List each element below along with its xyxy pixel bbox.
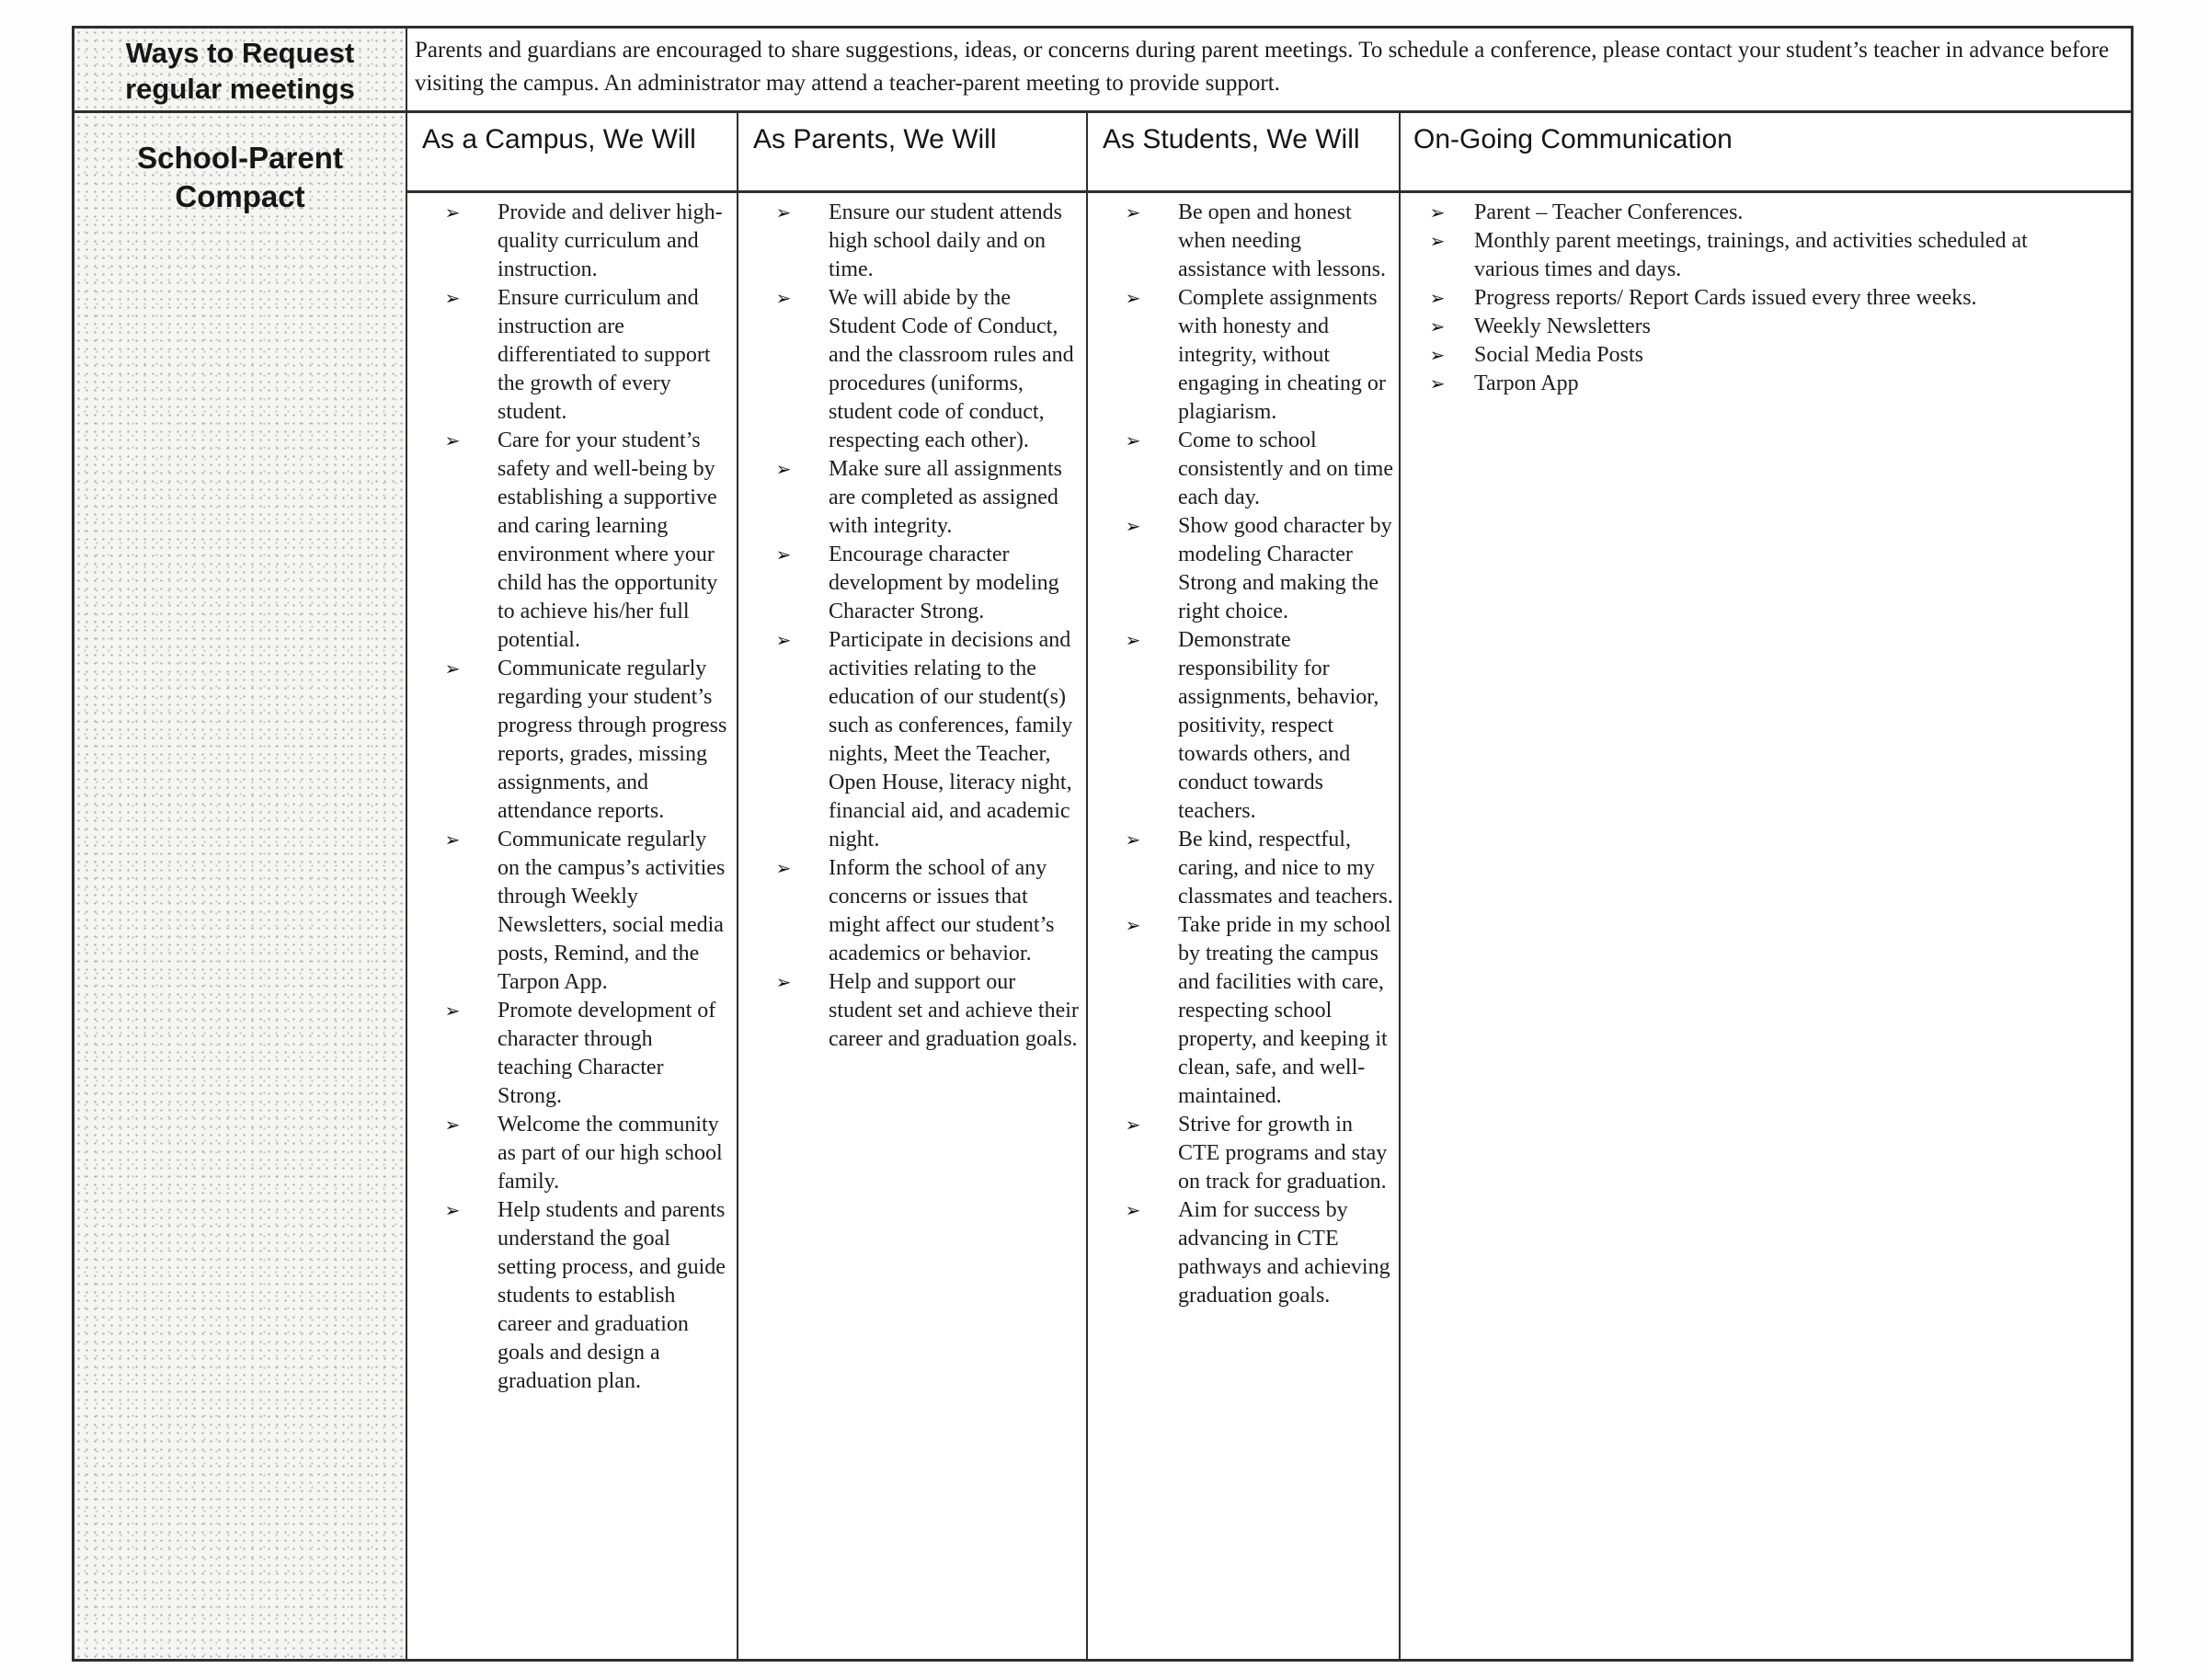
- list-item-text: Inform the school of any concerns or issues that might affect our student’s academics or behavior.: [829, 856, 1055, 966]
- list-item: [407, 997, 735, 1111]
- list-item: [1088, 1196, 1397, 1310]
- list-item: [407, 826, 735, 997]
- arrow-bullet-icon: ➢: [444, 657, 461, 680]
- list-item: [407, 1111, 735, 1196]
- arrow-bullet-icon: ➢: [1125, 1199, 1141, 1221]
- arrow-bullet-icon: ➢: [1429, 287, 1446, 309]
- arrow-bullet-icon: ➢: [775, 287, 792, 309]
- list-item-text: Ensure our student attends high school daily and on time.: [829, 200, 1062, 281]
- list-item-text: Demonstrate responsibility for assignments, behavior, positivity, respect towards others, and conduct towards teachers.: [1178, 628, 1379, 823]
- list-item: [1088, 427, 1397, 512]
- list-item-text: Help students and parents understand the goal setting process, and guide students to establish career and graduation goals and design a graduation plan.: [498, 1198, 726, 1393]
- list-item-text: Make sure all assignments are completed as assigned with integrity.: [829, 457, 1062, 538]
- bullet-list-parents: [738, 193, 1086, 1659]
- column-header-parents: As Parents, We Will: [738, 113, 1086, 193]
- arrow-bullet-icon: ➢: [444, 1114, 461, 1136]
- arrow-bullet-icon: ➢: [1125, 829, 1141, 851]
- arrow-bullet-icon: ➢: [1125, 629, 1141, 651]
- list-item: [1401, 341, 2129, 370]
- list-item-text: Come to school consistently and on time each day.: [1178, 429, 1393, 509]
- list-item-text: Care for your student’s safety and well-being by establishing a supportive and caring learning environment where your child has the opportunity to achieve his/her full potential.: [498, 429, 718, 652]
- meetings-paragraph-cell: [407, 29, 2131, 110]
- arrow-bullet-icon: ➢: [444, 829, 461, 851]
- arrow-bullet-icon: ➢: [1429, 372, 1446, 394]
- arrow-bullet-icon: ➢: [775, 201, 792, 223]
- arrow-bullet-icon: ➢: [1125, 515, 1141, 537]
- list-item: [738, 541, 1084, 626]
- list-item-text: Welcome the community as part of our high school family.: [498, 1113, 723, 1194]
- list-item: [1088, 1111, 1397, 1196]
- column-header-campus: As a Campus, We Will: [407, 113, 737, 193]
- arrow-bullet-icon: ➢: [775, 629, 792, 651]
- column-communication: [1401, 113, 2131, 1659]
- list-item: [1401, 227, 2129, 284]
- list-item: [1401, 313, 2129, 341]
- arrow-bullet-icon: ➢: [775, 543, 792, 566]
- list-item-text: Complete assignments with honesty and integrity, without engaging in cheating or plagiarism.: [1178, 286, 1386, 424]
- list-item: [407, 655, 735, 826]
- list-item-text: Take pride in my school by treating the campus and facilities with care, respecting school property, and keeping it clean, safe, and well-maintained.: [1178, 913, 1391, 1108]
- list-item-text: Communicate regularly on the campus’s activities through Weekly Newsletters, social media posts, Remind, and the Tarpon App.: [498, 828, 726, 994]
- list-item-text: Encourage character development by modeling Character Strong.: [829, 543, 1059, 623]
- arrow-bullet-icon: ➢: [1429, 201, 1446, 223]
- column-header-communication: On-Going Communication: [1401, 113, 2131, 193]
- compact-row: [74, 113, 2131, 1659]
- compact-label: School-Parent Compact: [137, 141, 343, 213]
- list-item: [1088, 284, 1397, 427]
- list-item: [1401, 199, 2129, 227]
- meetings-paragraph: Parents and guardians are encouraged to share suggestions, ideas, or concerns during parent meetings. To schedule a conference, please contact your student’s teacher in advance before visiting the campus. An administrator may attend a teacher-parent meeting to provide support.: [415, 38, 2110, 96]
- arrow-bullet-icon: ➢: [1125, 914, 1141, 936]
- list-item-text: We will abide by the Student Code of Conduct, and the classroom rules and procedures (uniforms, student code of conduct, respecting each other).: [829, 286, 1074, 452]
- column-campus: [407, 113, 738, 1659]
- list-item: [1088, 826, 1397, 911]
- list-item-text: Help and support our student set and achieve their career and graduation goals.: [829, 970, 1079, 1051]
- list-item-text: Promote development of character through teaching Character Strong.: [498, 999, 716, 1108]
- arrow-bullet-icon: ➢: [775, 857, 792, 879]
- arrow-bullet-icon: ➢: [1429, 344, 1446, 366]
- column-parents: [738, 113, 1088, 1659]
- arrow-bullet-icon: ➢: [444, 429, 461, 451]
- list-item-text: Be kind, respectful, caring, and nice to my classmates and teachers.: [1178, 828, 1393, 909]
- bullet-list-students: [1088, 193, 1399, 1659]
- list-item-text: Be open and honest when needing assistance with lessons.: [1178, 200, 1386, 281]
- list-item: [738, 284, 1084, 455]
- ways-to-request-label: Ways to Request regular meetings: [125, 37, 355, 105]
- list-item: [407, 284, 735, 427]
- arrow-bullet-icon: ➢: [1429, 230, 1446, 252]
- column-students: [1088, 113, 1401, 1659]
- arrow-bullet-icon: ➢: [1125, 287, 1141, 309]
- list-item-text: Progress reports/ Report Cards issued every three weeks.: [1474, 286, 1977, 310]
- bullet-list-communication: [1401, 193, 2131, 1659]
- arrow-bullet-icon: ➢: [1125, 1114, 1141, 1136]
- arrow-bullet-icon: ➢: [444, 287, 461, 309]
- list-item-text: Aim for success by advancing in CTE pathways and achieving graduation goals.: [1178, 1198, 1390, 1308]
- list-item: [1088, 911, 1397, 1111]
- list-item: [738, 854, 1084, 968]
- list-item: [407, 1196, 735, 1396]
- list-item-text: Parent – Teacher Conferences.: [1474, 200, 1744, 224]
- list-item: [407, 427, 735, 655]
- list-item: [738, 968, 1084, 1054]
- meetings-row: [74, 29, 2131, 113]
- arrow-bullet-icon: ➢: [1125, 429, 1141, 451]
- arrow-bullet-icon: ➢: [444, 201, 461, 223]
- arrow-bullet-icon: ➢: [444, 1199, 461, 1221]
- arrow-bullet-icon: ➢: [444, 1000, 461, 1022]
- list-item: [738, 626, 1084, 854]
- school-parent-compact-table: [72, 26, 2134, 1662]
- list-item: [1088, 512, 1397, 626]
- compact-label-cell: [74, 113, 407, 1659]
- list-item-text: Provide and deliver high-quality curriculum and instruction.: [498, 200, 723, 281]
- list-item-text: Weekly Newsletters: [1474, 314, 1651, 338]
- list-item: [738, 199, 1084, 284]
- ways-to-request-label-cell: [74, 29, 407, 110]
- list-item-text: Communicate regularly regarding your student’s progress through progress reports, grades, missing assignments, and attendance reports.: [498, 657, 727, 823]
- list-item: [738, 455, 1084, 541]
- arrow-bullet-icon: ➢: [1429, 315, 1446, 337]
- list-item-text: Monthly parent meetings, trainings, and activities scheduled at various times and days.: [1474, 229, 2028, 281]
- list-item-text: Social Media Posts: [1474, 343, 1643, 367]
- list-item: [1401, 284, 2129, 313]
- list-item-text: Ensure curriculum and instruction are differentiated to support the growth of every student.: [498, 286, 711, 424]
- list-item: [1088, 199, 1397, 284]
- list-item-text: Strive for growth in CTE programs and stay on track for graduation.: [1178, 1113, 1388, 1194]
- bullet-list-campus: [407, 193, 737, 1659]
- list-item: [1401, 370, 2129, 398]
- list-item-text: Show good character by modeling Character Strong and making the right choice.: [1178, 514, 1392, 623]
- list-item-text: Participate in decisions and activities relating to the education of our student(s) such as conferences, family nights, Meet the Teacher, Open House, literacy night, financial aid, and academic night.: [829, 628, 1073, 851]
- arrow-bullet-icon: ➢: [775, 971, 792, 993]
- list-item-text: Tarpon App: [1474, 371, 1579, 395]
- list-item: [1088, 626, 1397, 826]
- arrow-bullet-icon: ➢: [1125, 201, 1141, 223]
- list-item: [407, 199, 735, 284]
- column-header-students: As Students, We Will: [1088, 113, 1399, 193]
- arrow-bullet-icon: ➢: [775, 458, 792, 480]
